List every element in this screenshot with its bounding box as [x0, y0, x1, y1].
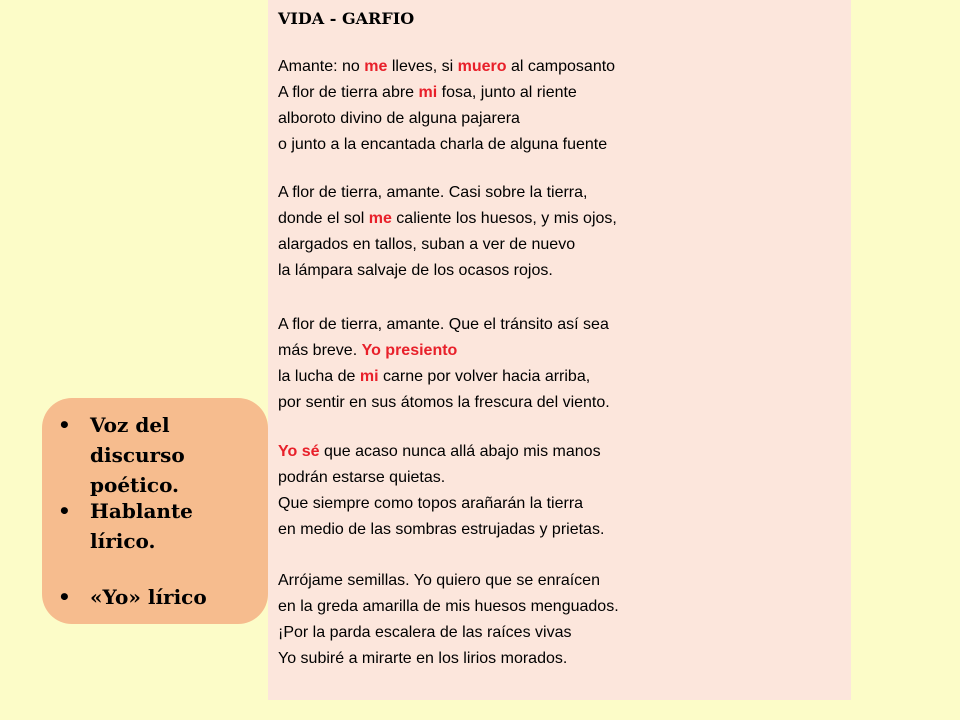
- poem-text: lleves, si: [387, 58, 458, 75]
- note-text: Voz del discurso poético.: [90, 413, 185, 497]
- poem-text: podrán estarse quietas.: [278, 469, 446, 486]
- highlighted-word: Yo sé: [278, 443, 320, 460]
- poem-text: Arrójame semillas. Yo quiero que se enraícen: [278, 572, 600, 589]
- highlighted-word: mi: [418, 84, 438, 101]
- poem-title: VIDA - GARFIO: [278, 9, 415, 28]
- poem-text: A flor de tierra, amante. Que el tránsito así sea: [278, 316, 609, 333]
- poem-text: alargados en tallos, suban a ver de nuevo: [278, 236, 576, 253]
- poem-line: [278, 80, 615, 106]
- poem-line: [278, 106, 615, 132]
- highlighted-word: me: [368, 210, 392, 227]
- poem-line: [278, 517, 604, 543]
- bullet-icon: •: [58, 585, 71, 609]
- highlighted-word: mi: [359, 368, 379, 385]
- poem-line: [278, 568, 619, 594]
- poem-text: ¡Por la parda escalera de las raíces vivas: [278, 624, 572, 641]
- poem-line: [278, 180, 617, 206]
- poem-text: fosa, junto al riente: [437, 84, 577, 101]
- poem-line: [278, 132, 615, 158]
- poem-text: alboroto divino de alguna pajarera: [278, 110, 520, 127]
- poem-line: [278, 364, 610, 390]
- poem-text: caliente los huesos, y mis ojos,: [391, 210, 617, 227]
- poem-line: [278, 620, 619, 646]
- highlighted-word: me: [364, 58, 388, 75]
- note-text: «Yo» lírico: [90, 585, 207, 609]
- poem-line: [278, 491, 604, 517]
- poem-text: más breve.: [278, 342, 362, 359]
- poem-text: por sentir en sus átomos la frescura del viento.: [278, 394, 610, 411]
- poem-text: Yo subiré a mirarte en los lirios morados.: [278, 650, 568, 667]
- poem-line: [278, 465, 604, 491]
- poem-line: [278, 390, 610, 416]
- poem-line: [278, 258, 617, 284]
- poem-stanza: [278, 54, 615, 158]
- poem-line: [278, 439, 604, 465]
- highlighted-word: muero: [457, 58, 507, 75]
- note-box: [42, 398, 268, 624]
- poem-line: [278, 206, 617, 232]
- poem-line: [278, 232, 617, 258]
- poem-line: [278, 312, 610, 338]
- poem-stanza: [278, 180, 617, 284]
- poem-text: carne por volver hacia arriba,: [378, 368, 591, 385]
- poem-text: A flor de tierra abre: [278, 84, 419, 101]
- poem-text: que acaso nunca allá abajo mis manos: [319, 443, 601, 460]
- poem-line: [278, 646, 619, 672]
- poem-text: en la greda amarilla de mis huesos menguados.: [278, 598, 619, 615]
- highlighted-word: Yo presiento: [361, 342, 458, 359]
- poem-line: [278, 594, 619, 620]
- poem-text: A flor de tierra, amante. Casi sobre la tierra,: [278, 184, 588, 201]
- poem-stanza: [278, 312, 610, 416]
- poem-text: la lámpara salvaje de los ocasos rojos.: [278, 262, 553, 279]
- poem-text: donde el sol: [278, 210, 369, 227]
- poem-stanza: [278, 568, 619, 672]
- poem-text: en medio de las sombras estrujadas y prietas.: [278, 521, 605, 538]
- poem-stanza: [278, 439, 604, 543]
- note-text: Hablante lírico.: [90, 499, 193, 553]
- poem-line: [278, 54, 615, 80]
- poem-line: [278, 338, 610, 364]
- poem-text: Que siempre como topos arañarán la tierra: [278, 495, 584, 512]
- poem-text: la lucha de: [278, 368, 360, 385]
- bullet-icon: •: [58, 499, 71, 523]
- poem-text: al camposanto: [506, 58, 616, 75]
- bullet-icon: •: [58, 413, 71, 437]
- poem-text: o junto a la encantada charla de alguna fuente: [278, 136, 608, 153]
- poem-text: Amante: no: [278, 58, 365, 75]
